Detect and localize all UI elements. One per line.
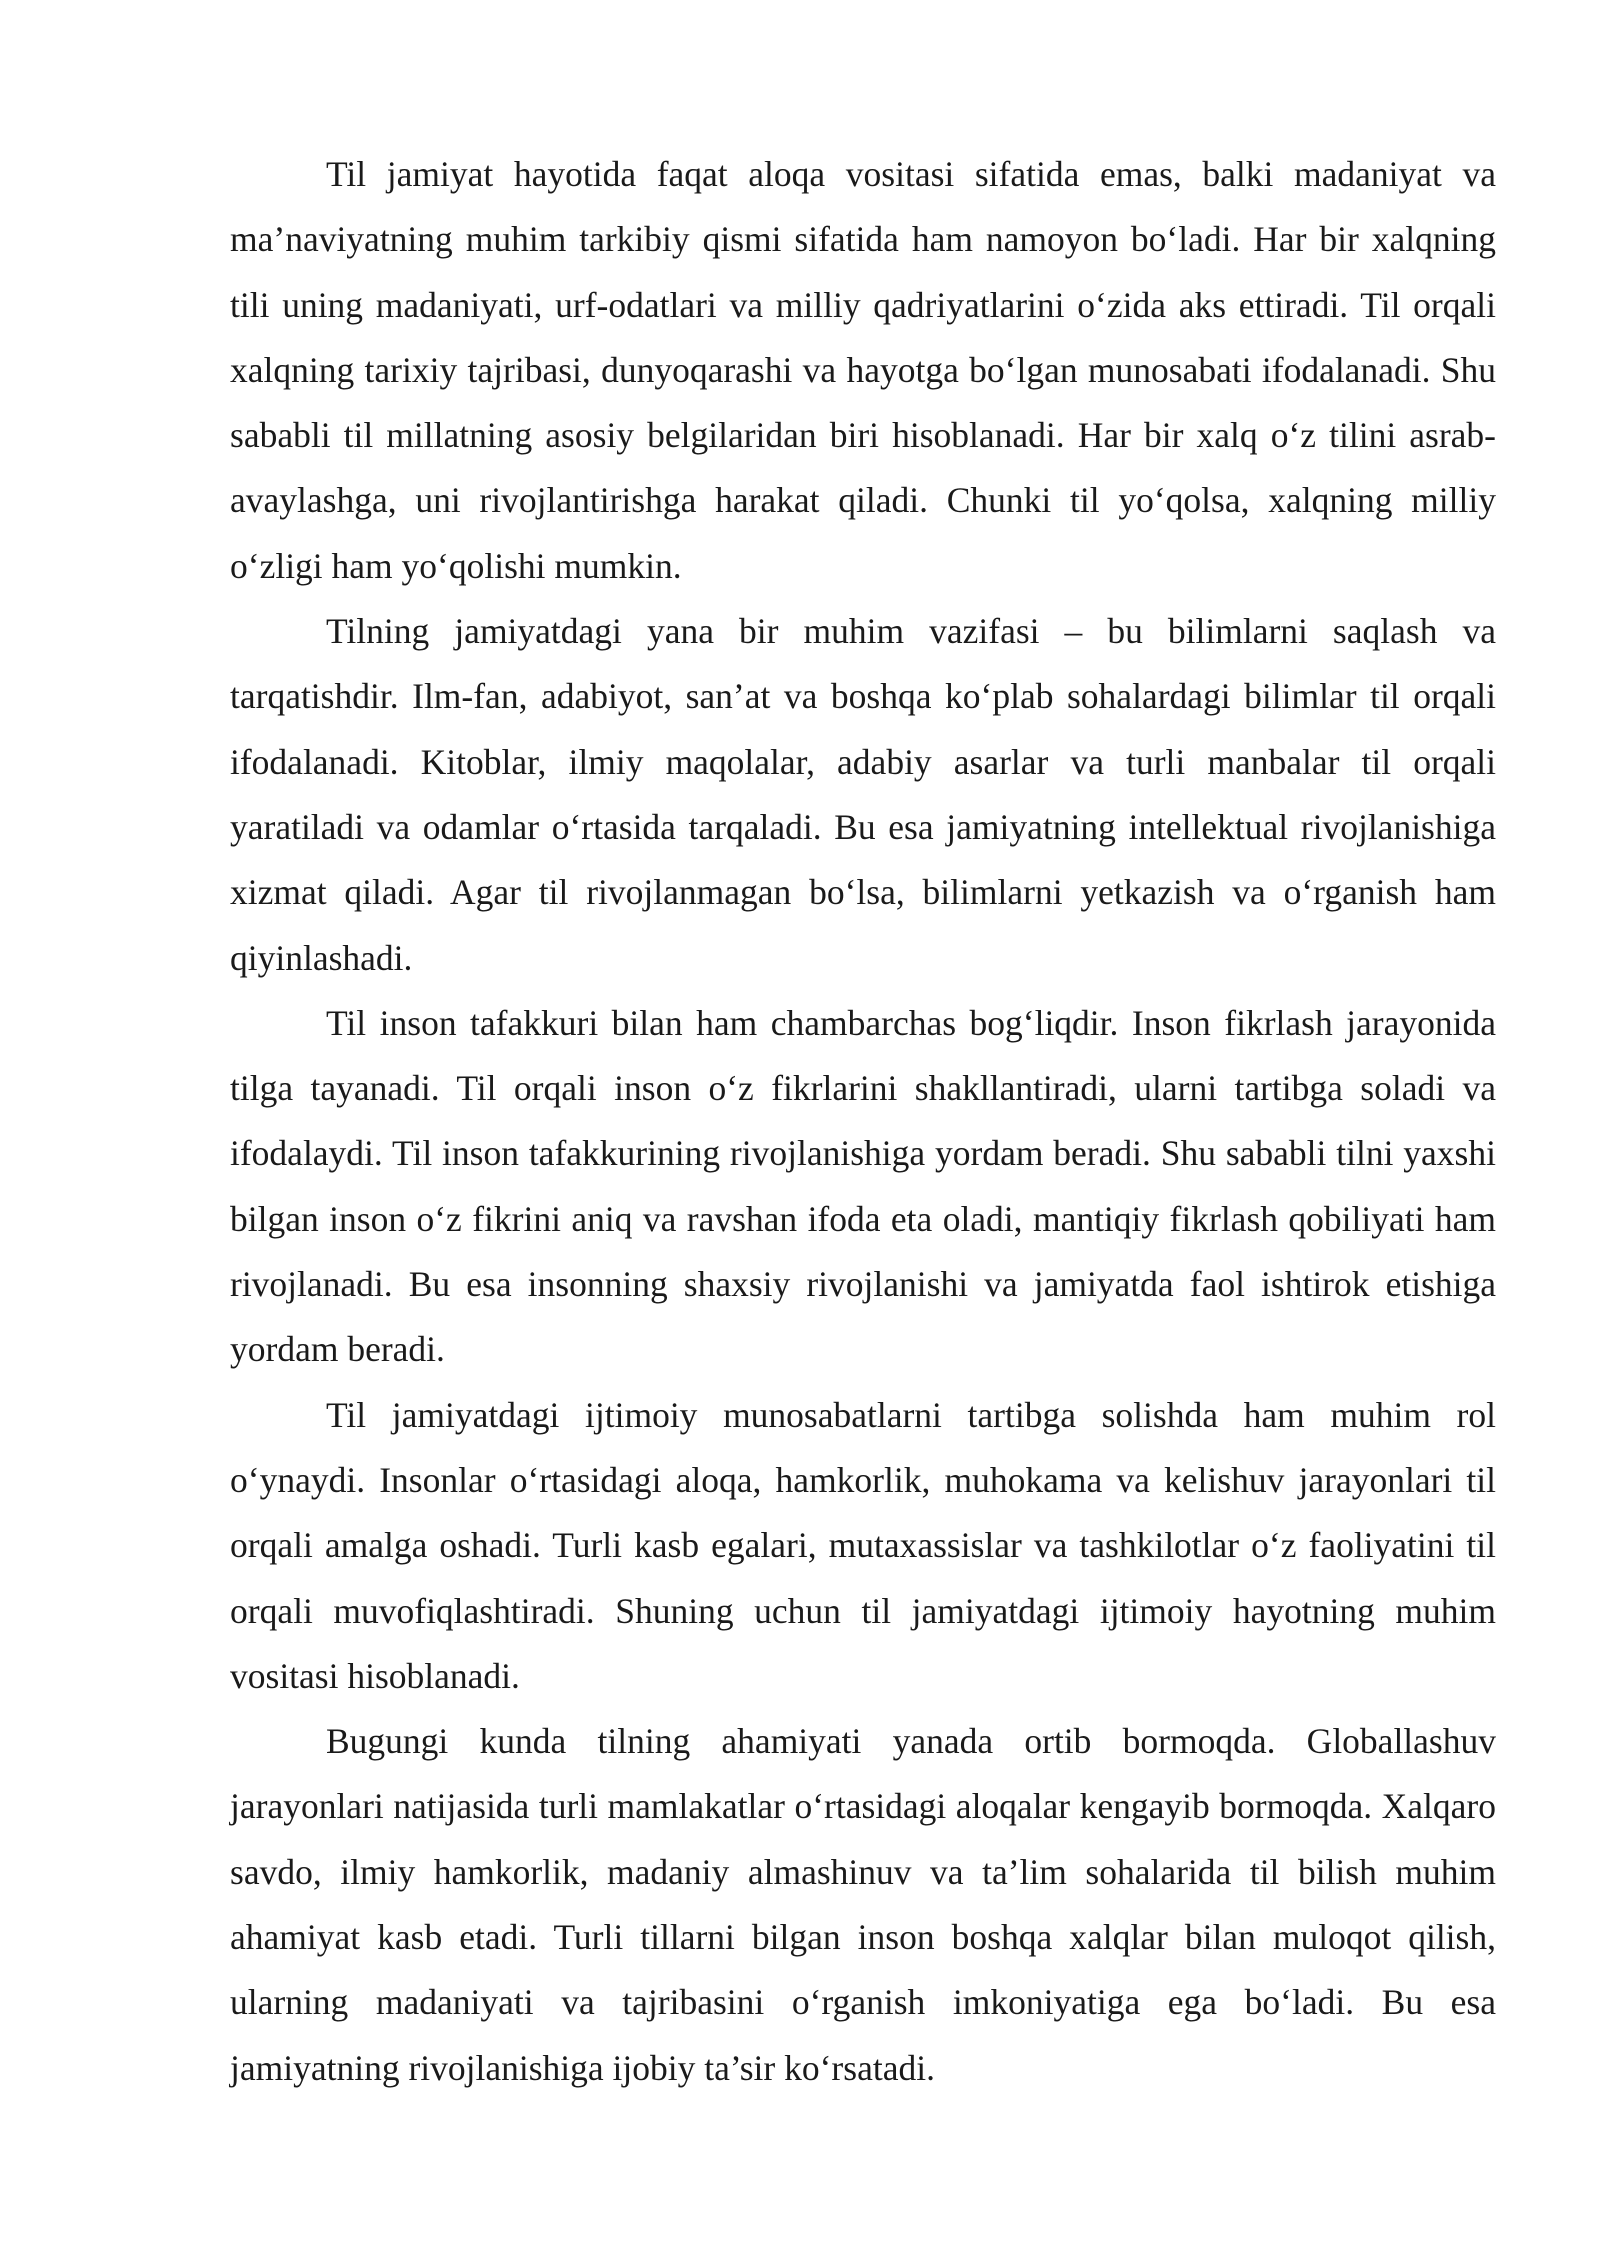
paragraph-5: Bugungi kunda tilning ahamiyati yanada ortib bormoqda. Globallashuv jarayonlari natijasida turli mamlakatlar o‘rtasidagi aloqalar kengayib bormoqda. Xalqaro savdo, ilmiy hamkorlik, madaniy almashinuv va ta’lim sohalarida til bilish muhim ahamiyat kasb etadi. Turli tillarni bilgan inson boshqa xalqlar bilan muloqot qilish, ularning madaniyati va tajribasini o‘rganish imkoniyatiga ega bo‘ladi. Bu esa jamiyatning rivojlanishiga ijobiy ta’sir ko‘rsatadi. [230,1721,1496,2088]
paragraph-1: Til jamiyat hayotida faqat aloqa vositasi sifatida emas, balki madaniyat va ma’naviyatning muhim tarkibiy qismi sifatida ham namoyon bo‘ladi. Har bir xalqning tili uning madaniyati, urf-odatlari va milliy qadriyatlarini o‘zida aks ettiradi. Til orqali xalqning tarixiy tajribasi, dunyoqarashi va hayotga bo‘lgan munosabati ifodalanadi. Shu sababli til millatning asosiy belgilaridan biri hisoblanadi. Har bir xalq o‘z tilini asrab-avaylashga, uni rivojlantirishga harakat qiladi. Chunki til yo‘qolsa, xalqning milliy o‘zligi ham yo‘qolishi mumkin. [230,154,1496,586]
paragraph-2: Tilning jamiyatdagi yana bir muhim vazifasi – bu bilimlarni saqlash va tarqatishdir. Ilm-fan, adabiyot, san’at va boshqa ko‘plab sohalardagi bilimlar til orqali ifodalanadi. Kitoblar, ilmiy maqolalar, adabiy asarlar va turli manbalar til orqali yaratiladi va odamlar o‘rtasida tarqaladi. Bu esa jamiyatning intellektual rivojlanishiga xizmat qiladi. Agar til rivojlanmagan bo‘lsa, bilimlarni yetkazish va o‘rganish ham qiyinlashadi. [230,611,1496,978]
paragraph-3: Til inson tafakkuri bilan ham chambarchas bog‘liqdir. Inson fikrlash jarayonida tilga tayanadi. Til orqali inson o‘z fikrlarini shakllantiradi, ularni tartibga soladi va ifodalaydi. Til inson tafakkurining rivojlanishiga yordam beradi. Shu sababli tilni yaxshi bilgan inson o‘z fikrini aniq va ravshan ifoda eta oladi, mantiqiy fikrlash qobiliyati ham rivojlanadi. Bu esa insonning shaxsiy rivojlanishi va jamiyatda faol ishtirok etishiga yordam beradi. [230,1002,1496,1370]
document-body [230,142,1496,2101]
paragraph-4: Til jamiyatdagi ijtimoiy munosabatlarni tartibga solishda ham muhim rol o‘ynaydi. Insonlar o‘rtasidagi aloqa, hamkorlik, muhokama va kelishuv jarayonlari til orqali amalga oshadi. Turli kasb egalari, mutaxassislar va tashkilotlar o‘z faoliyatini til orqali muvofiqlashtiradi. Shuning uchun til jamiyatdagi ijtimoiy hayotning muhim vositasi hisoblanadi. [230,1394,1496,1696]
